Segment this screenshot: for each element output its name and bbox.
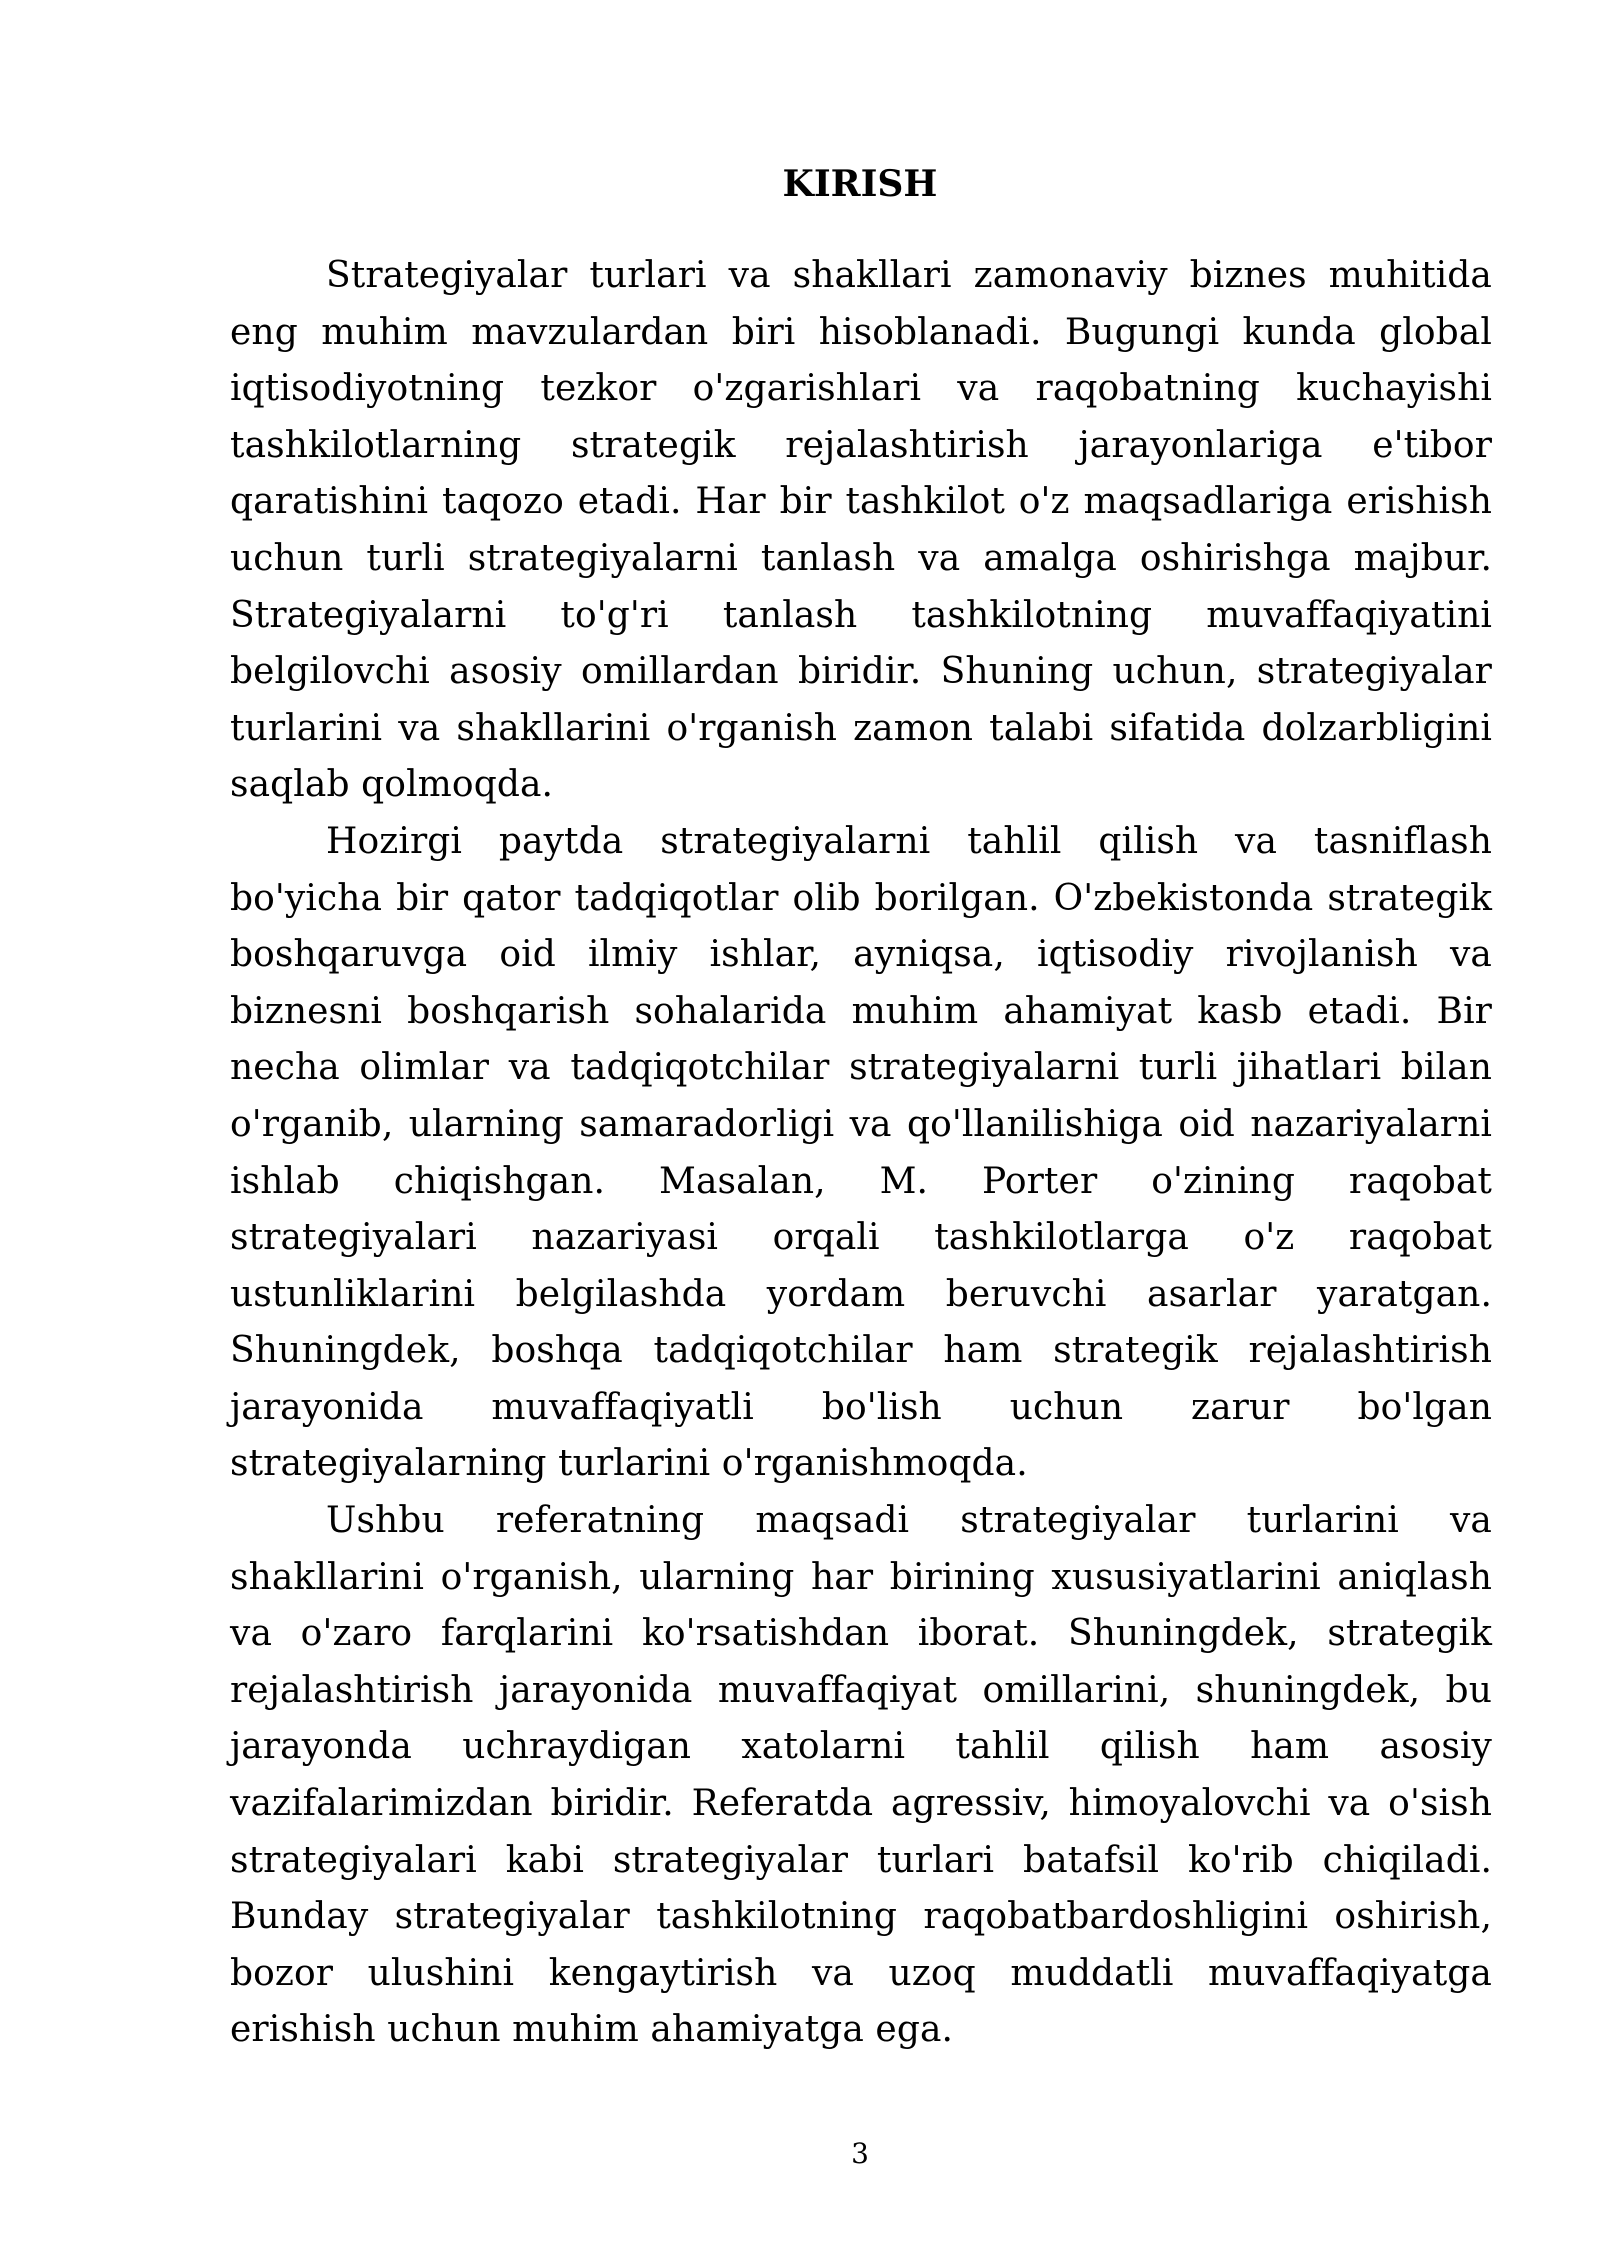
paragraph-2: Hozirgi paytda strategiyalarni tahlil qilish va tasniflash bo'yicha bir qator tadqiqotlar olib borilgan. O'zbekistonda strategik boshqaruvga oid ilmiy ishlar, ayniqsa, iqtisodiy rivojlanish va biznesni boshqarish sohalarida muhim ahamiyat kasb etadi. Bir necha olimlar va tadqiqotchilar strategiyalarni turli jihatlari bilan o'rganib, ularning samaradorligi va qo'llanilishiga oid nazariyalarni ishlab chiqishgan. Masalan, M. Porter o'zining raqobat strategiyalari nazariyasi orqali tashkilotlarga o'z raqobat ustunliklarini belgilashda yordam beruvchi asarlar yaratgan. Shuningdek, boshqa tadqiqotchilar ham strategik rejalashtirish jarayonida muvaffaqiyatli bo'lish uchun zarur bo'lgan strategiyalarning turlarini o'rganishmoqda. <box>230 820 1492 1485</box>
page-number: 3 <box>851 2137 869 2170</box>
document-body <box>230 248 1492 2059</box>
paragraph-3: Ushbu referatning maqsadi strategiyalar turlarini va shakllarini o'rganish, ularning har birining xususiyatlarini aniqlash va o'zaro farqlarini ko'rsatishdan iborat. Shuningdek, strategik rejalashtirish jarayonida muvaffaqiyat omillarini, shuningdek, bu jarayonda uchraydigan xatolarni tahlil qilish ham asosiy vazifalarimizdan biridir. Referatda agressiv, himoyalovchi va o'sish strategiyalari kabi strategiyalar turlari batafsil ko'rib chiqiladi. Bunday strategiyalar tashkilotning raqobatbardoshligini oshirish, bozor ulushini kengaytirish va uzoq muddatli muvaffaqiyatga erishish uchun muhim ahamiyatga ega. <box>230 1500 1492 2051</box>
page-title: KIRISH <box>782 163 938 205</box>
paragraph-1: Strategiyalar turlari va shakllari zamonaviy biznes muhitida eng muhim mavzulardan biri hisoblanadi. Bugungi kunda global iqtisodiyotning tezkor o'zgarishlari va raqobatning kuchayishi tashkilotlarning strategik rejalashtirish jarayonlariga e'tibor qaratishini taqozo etadi. Har bir tashkilot o'z maqsadlariga erishish uchun turli strategiyalarni tanlash va amalga oshirishga majbur. Strategiyalarni to'g'ri tanlash tashkilotning muvaffaqiyatini belgilovchi asosiy omillardan biridir. Shuning uchun, strategiyalar turlarini va shakllarini o'rganish zamon talabi sifatida dolzarbligini saqlab qolmoqda. <box>230 255 1492 806</box>
